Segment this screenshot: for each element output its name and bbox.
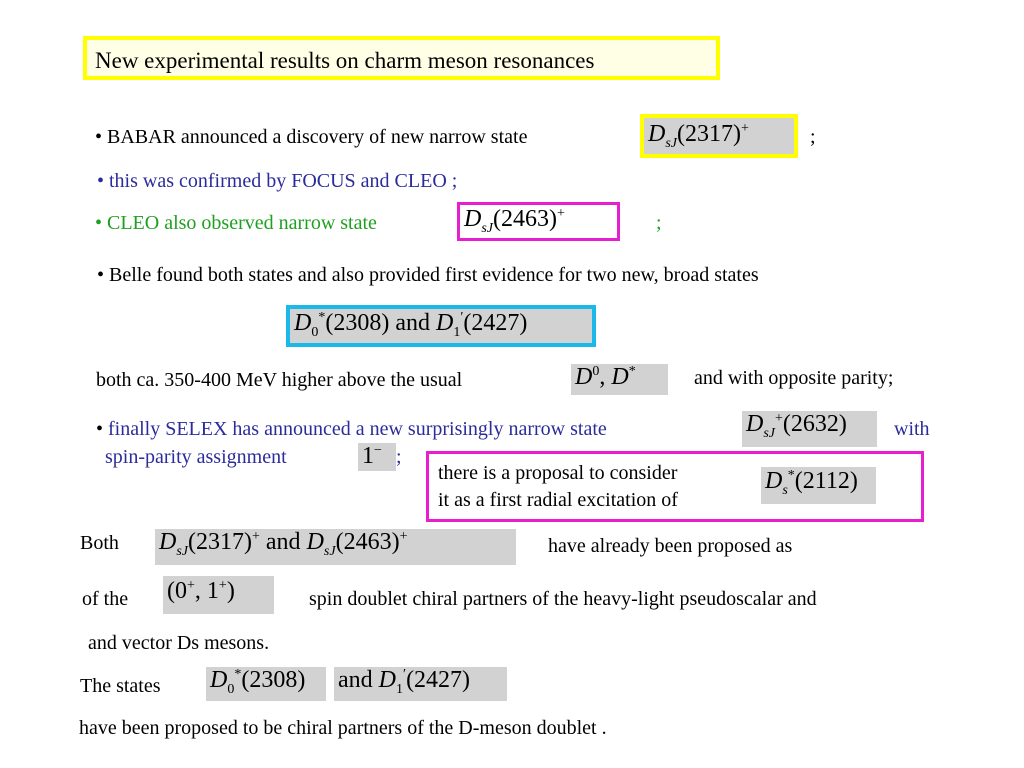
- equation-ds-star-2112: $D_s^*(2112)$: [761, 467, 876, 504]
- equation-d1prime-2427: and $D_1'(2427)$: [334, 667, 507, 701]
- equation-spin-doublet: (0+, 1+): [163, 576, 274, 614]
- bullet-selex-marker: •: [96, 418, 104, 440]
- equation-d0star-d1prime: $D_0^*(2308)$ and $D_1'(2427)$: [286, 305, 596, 347]
- slide-title-box: [83, 36, 720, 80]
- text-both-ca: both ca. 350-400 MeV higher above the usual: [96, 369, 463, 391]
- equation-dsj2632: $D_{sJ}^+(2632)$: [742, 411, 877, 447]
- bullet-babar: • BABAR announced a discovery of new narrow state: [95, 126, 528, 148]
- text-spin-doublet: spin doublet chiral partners of the heavy-light pseudoscalar and: [309, 588, 817, 610]
- bullet-cleo-end: ;: [656, 212, 662, 234]
- equation-d0star-2308: $D_0^*(2308)$: [206, 667, 326, 701]
- slide-title: New experimental results on charm meson resonances: [95, 48, 595, 73]
- proposal-line-1: there is a proposal to consider: [438, 462, 678, 484]
- text-vector-ds: and vector Ds mesons.: [88, 632, 270, 654]
- bullet-confirmed: • this was confirmed by FOCUS and CLEO ;: [97, 170, 458, 192]
- proposal-line-2: it as a first radial excitation of: [438, 489, 678, 511]
- text-of-the: of the: [82, 588, 129, 610]
- bullet-babar-end: ;: [810, 126, 816, 148]
- bullet-selex: finally SELEX has announced a new surprisingly narrow state: [108, 418, 607, 440]
- text-spin-parity-end: ;: [396, 446, 402, 468]
- text-already-proposed: have already been proposed as: [548, 535, 793, 557]
- text-selex-with: with: [894, 418, 930, 440]
- equation-one-minus: 1−: [358, 443, 396, 471]
- proposal-box: [426, 451, 924, 522]
- text-spin-parity: spin-parity assignment: [105, 446, 287, 468]
- equation-dsj2463: $D_{sJ}(2463)^+$: [457, 202, 620, 241]
- bullet-belle: • Belle found both states and also provided first evidence for two new, broad states: [97, 264, 759, 286]
- equation-dsj-pair: $D_{sJ}(2317)^+$ and $D_{sJ}(2463)^+$: [155, 529, 516, 565]
- text-both: Both: [80, 532, 119, 554]
- text-the-states: The states: [80, 675, 161, 697]
- bullet-cleo: • CLEO also observed narrow state: [95, 212, 377, 234]
- text-opposite-parity: and with opposite parity;: [694, 367, 894, 389]
- equation-dsj2317: $D_{sJ}(2317)^+$: [640, 114, 798, 158]
- text-last-line: have been proposed to be chiral partners of the D-meson doublet .: [79, 717, 607, 739]
- equation-d0-dstar: $D^0$, D*: [571, 364, 668, 395]
